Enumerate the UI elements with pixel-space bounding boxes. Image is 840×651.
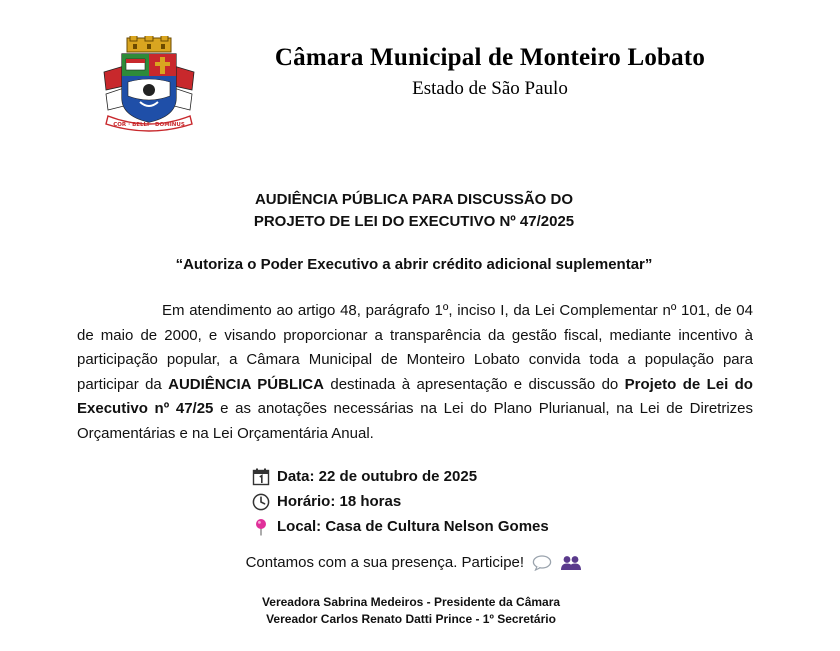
people-icon [560, 555, 582, 571]
document-header [0, 0, 840, 140]
event-date-row [252, 464, 692, 489]
crest-image [100, 36, 198, 132]
event-time-row [252, 489, 692, 514]
invitation-paragraph [77, 299, 753, 446]
organization-subtitle: Estado de São Paulo [412, 78, 568, 99]
bill-summary-quote: “Autoriza o Poder Executivo a abrir crédito adicional suplementar” [175, 256, 653, 273]
event-location: Local: Casa de Cultura Nelson Gomes [277, 518, 549, 535]
organization-title: Câmara Municipal de Monteiro Lobato [274, 44, 706, 71]
municipal-crest-logo [100, 36, 198, 132]
heading-line-2: PROJETO DE LEI DO EXECUTIVO Nº 47/2025 [253, 213, 575, 230]
signature-block [0, 594, 822, 628]
closing-line [0, 554, 828, 571]
crest-motto-text: COR · BELLI · DOMINUS [113, 122, 185, 128]
body-bold-hearing: AUDIÊNCIA PÚBLICA [168, 375, 324, 393]
body-bold-bill: Projeto de Lei do Executivo nº 47/25 [77, 375, 753, 417]
body-text-part-2: destinada à apresentação e discussão do [323, 375, 625, 393]
document-heading [0, 189, 828, 233]
calendar-icon [252, 468, 270, 486]
event-details [252, 464, 692, 539]
body-text-part-3: e as anotações necessárias na Lei do Plano Plurianual, na Lei de Diretrizes Orçamentárias e na Lei Orçamentária Anual. [77, 400, 754, 442]
signature-secretary: Vereador Carlos Renato Datti Prince - 1º Secretário [266, 612, 556, 626]
closing-text: Contamos com a sua presença. Participe! [245, 554, 525, 571]
event-time: Horário: 18 horas [277, 493, 402, 510]
signature-president: Vereadora Sabrina Medeiros - Presidente da Câmara [261, 595, 561, 609]
pin-icon [252, 518, 270, 536]
clock-icon [252, 493, 270, 511]
heading-line-1: AUDIÊNCIA PÚBLICA PARA DISCUSSÃO DO [254, 191, 574, 208]
body-text-part-1: Em atendimento ao artigo 48, parágrafo 1º, inciso I, da Lei Complementar nº 101, de 04 de maio de 2000, e visando proporcionar a transparência da gestão fiscal, mediante incentivo à participação popular, a Câmara Municipal de Monteiro Lobato convida toda a população para participar da [77, 302, 753, 393]
speech-bubble-icon [532, 555, 552, 571]
event-location-row [252, 514, 692, 539]
event-date: Data: 22 de outubro de 2025 [277, 468, 478, 485]
